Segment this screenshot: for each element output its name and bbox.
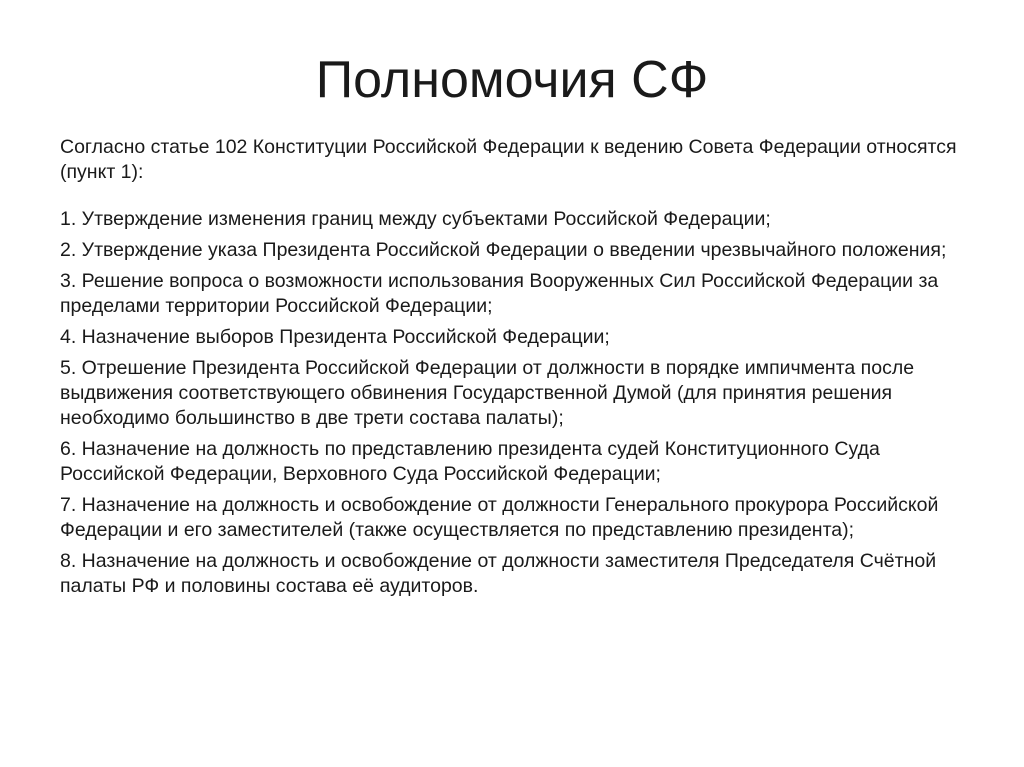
powers-list — [60, 207, 960, 599]
list-item: 4. Назначение выборов Президента Российской Федерации; — [60, 326, 610, 348]
list-item: 5. Отрешение Президента Российской Федерации от должности в порядке импичмента после выдвижения соответствующего обвинения Государственной Думой (для принятия решения необходимо большинство в две трети состава палаты); — [60, 357, 915, 429]
list-item: 7. Назначение на должность и освобождение от должности Генерального прокурора Российской Федерации и его заместителей (также осуществляется по представлению президента); — [60, 494, 939, 541]
intro-paragraph: Согласно статье 102 Конституции Российской Федерации к ведению Совета Федерации относятся (пункт 1): — [60, 136, 957, 183]
list-item: 2. Утверждение указа Президента Российской Федерации о введении чрезвычайного положения; — [60, 239, 947, 261]
list-item: 8. Назначение на должность и освобождение от должности заместителя Председателя Счётной палаты РФ и половины состава её аудиторов. — [60, 550, 937, 597]
slide-body — [60, 135, 960, 605]
slide-title: Полномочия СФ — [315, 51, 709, 109]
list-item: 3. Решение вопроса о возможности использования Вооруженных Сил Российской Федерации за пределами территории Российской Федерации; — [60, 270, 939, 317]
list-item: 1. Утверждение изменения границ между субъектами Российской Федерации; — [60, 208, 771, 230]
list-item: 6. Назначение на должность по представлению президента судей Конституционного Суда Российской Федерации, Верховного Суда Российской Федерации; — [60, 438, 880, 485]
